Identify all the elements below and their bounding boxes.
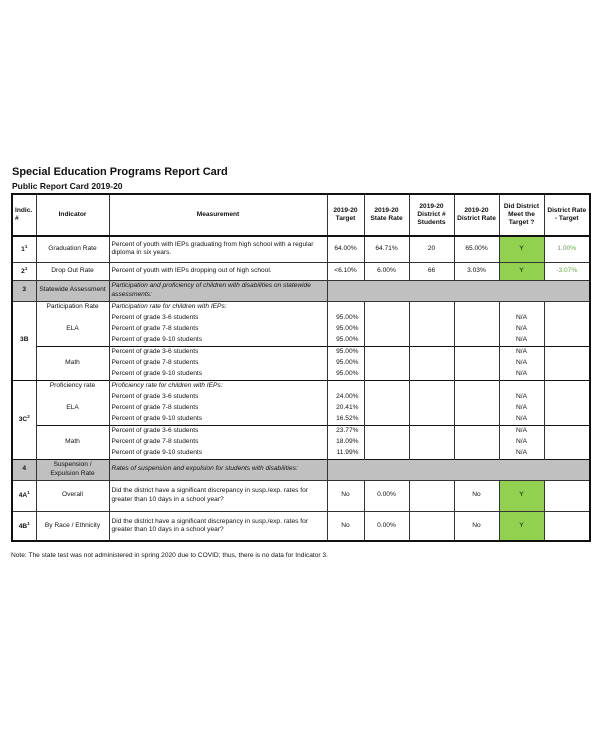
header-indic: Indic. # bbox=[12, 194, 36, 236]
measurement: Proficiency rate for children with IEPs: bbox=[109, 380, 327, 392]
header-met: Did District Meet the Target ? bbox=[499, 194, 544, 236]
rate-diff: -3.07% bbox=[544, 262, 590, 280]
measurement: Percent of grade 7-8 students bbox=[109, 437, 327, 448]
table-row bbox=[12, 392, 590, 403]
target: 23.77% bbox=[327, 425, 364, 437]
header-measurement: Measurement bbox=[109, 194, 327, 236]
target: 11.99% bbox=[327, 448, 364, 460]
header-target: 2019-20 Target bbox=[327, 194, 364, 236]
header-students: 2019-20 District # Students bbox=[409, 194, 454, 236]
report-subtitle: Public Report Card 2019-20 bbox=[12, 181, 123, 191]
header-diff: District Rate - Target bbox=[544, 194, 590, 236]
met-target: Y bbox=[499, 236, 544, 262]
measurement: Percent of grade 9-10 students bbox=[109, 448, 327, 460]
indicator: Participation Rate bbox=[36, 301, 109, 313]
met-target: N/A bbox=[499, 392, 544, 403]
state-rate: 64.71% bbox=[364, 236, 409, 262]
table-row bbox=[12, 511, 590, 541]
measurement: Percent of grade 3-6 students bbox=[109, 313, 327, 324]
met-target: N/A bbox=[499, 425, 544, 437]
measurement: Percent of grade 3-6 students bbox=[109, 392, 327, 403]
measurement: Percent of grade 7-8 students bbox=[109, 324, 327, 335]
students: 66 bbox=[409, 262, 454, 280]
indic-num: $2^1$ bbox=[12, 262, 36, 280]
target: No bbox=[327, 511, 364, 541]
district-rate: No bbox=[454, 511, 499, 541]
met-target: N/A bbox=[499, 369, 544, 381]
measurement: Percent of grade 9-10 students bbox=[109, 414, 327, 426]
target: No bbox=[327, 480, 364, 511]
indic-num: $3C^2$ bbox=[12, 380, 36, 459]
target: 16.52% bbox=[327, 414, 364, 426]
state-rate: 6.00% bbox=[364, 262, 409, 280]
target: 24.00% bbox=[327, 392, 364, 403]
met-target: N/A bbox=[499, 335, 544, 347]
target: 20.41% bbox=[327, 403, 364, 414]
measurement: Percent of youth with IEPs dropping out of high school. bbox=[109, 262, 327, 280]
indicator: Overall bbox=[36, 480, 109, 511]
header-indicator: Indicator bbox=[36, 194, 109, 236]
report-card-table bbox=[11, 193, 591, 542]
target: 95.00% bbox=[327, 346, 364, 358]
measurement: Rates of suspension and expulsion for students with disabilities: bbox=[109, 459, 327, 480]
header-state-rate: 2019-20 State Rate bbox=[364, 194, 409, 236]
table-row bbox=[12, 480, 590, 511]
indic-num: $1^1$ bbox=[12, 236, 36, 262]
measurement: Percent of grade 9-10 students bbox=[109, 369, 327, 381]
subject: Math bbox=[36, 346, 109, 380]
district-rate: 65.00% bbox=[454, 236, 499, 262]
measurement: Percent of youth with IEPs graduating from high school with a regular diploma in six years. bbox=[109, 236, 327, 262]
indicator: Suspension / Expulsion Rate bbox=[36, 459, 109, 480]
table-row bbox=[12, 301, 590, 313]
met-target: Y bbox=[499, 480, 544, 511]
table-row bbox=[12, 236, 590, 262]
table-row bbox=[12, 425, 590, 437]
students: 20 bbox=[409, 236, 454, 262]
target: 95.00% bbox=[327, 324, 364, 335]
measurement: Percent of grade 9-10 students bbox=[109, 335, 327, 347]
indic-num: 3 bbox=[12, 280, 36, 301]
section-row bbox=[12, 459, 590, 480]
measurement: Percent of grade 3-6 students bbox=[109, 425, 327, 437]
met-target: N/A bbox=[499, 346, 544, 358]
indic-num: 4 bbox=[12, 459, 36, 480]
met-target: Y bbox=[499, 262, 544, 280]
indic-num: $4A^1$ bbox=[12, 480, 36, 511]
state-rate: 0.00% bbox=[364, 480, 409, 511]
met-target: N/A bbox=[499, 414, 544, 426]
header-row bbox=[12, 194, 590, 236]
subject: ELA bbox=[36, 392, 109, 426]
met-target: N/A bbox=[499, 313, 544, 324]
target: <6.10% bbox=[327, 262, 364, 280]
measurement: Did the district have a significant discrepancy in susp./exp. rates for greater than 10 days in a school year? bbox=[109, 480, 327, 511]
indic-num: 3B bbox=[12, 301, 36, 380]
target: 95.00% bbox=[327, 335, 364, 347]
measurement: Percent of grade 7-8 students bbox=[109, 358, 327, 369]
met-target: N/A bbox=[499, 403, 544, 414]
target: 95.00% bbox=[327, 369, 364, 381]
met-target: N/A bbox=[499, 448, 544, 460]
target: 95.00% bbox=[327, 313, 364, 324]
state-rate: 0.00% bbox=[364, 511, 409, 541]
measurement: Participation rate for children with IEPs: bbox=[109, 301, 327, 313]
measurement: Participation and proficiency of children with disabilities on statewide assessments: bbox=[109, 280, 327, 301]
rate-diff: 1.00% bbox=[544, 236, 590, 262]
indic-num: $4B^1$ bbox=[12, 511, 36, 541]
header-district-rate: 2019-20 District Rate bbox=[454, 194, 499, 236]
measurement: Percent of grade 7-8 students bbox=[109, 403, 327, 414]
district-rate: No bbox=[454, 480, 499, 511]
report-title: Special Education Programs Report Card bbox=[12, 166, 228, 178]
met-target: N/A bbox=[499, 324, 544, 335]
subject: ELA bbox=[36, 313, 109, 347]
measurement: Did the district have a significant discrepancy in susp./exp. rates for greater than 10 days in a school year? bbox=[109, 511, 327, 541]
measurement: Percent of grade 3-6 students bbox=[109, 346, 327, 358]
indicator: By Race / Ethnicity bbox=[36, 511, 109, 541]
table-row bbox=[12, 313, 590, 324]
indicator: Statewide Assessment bbox=[36, 280, 109, 301]
indicator: Drop Out Rate bbox=[36, 262, 109, 280]
indicator: Proficiency rate bbox=[36, 380, 109, 392]
footnote: Note: The state test was not administered in spring 2020 due to COVID; thus, there is no data for Indicator 3. bbox=[11, 552, 328, 559]
table-row bbox=[12, 380, 590, 392]
district-rate: 3.03% bbox=[454, 262, 499, 280]
table-row bbox=[12, 262, 590, 280]
target: 95.00% bbox=[327, 358, 364, 369]
indicator: Graduation Rate bbox=[36, 236, 109, 262]
subject: Math bbox=[36, 425, 109, 459]
table-row bbox=[12, 346, 590, 358]
target: 18.09% bbox=[327, 437, 364, 448]
met-target: N/A bbox=[499, 437, 544, 448]
section-row bbox=[12, 280, 590, 301]
met-target: N/A bbox=[499, 358, 544, 369]
met-target: Y bbox=[499, 511, 544, 541]
target: 64.00% bbox=[327, 236, 364, 262]
